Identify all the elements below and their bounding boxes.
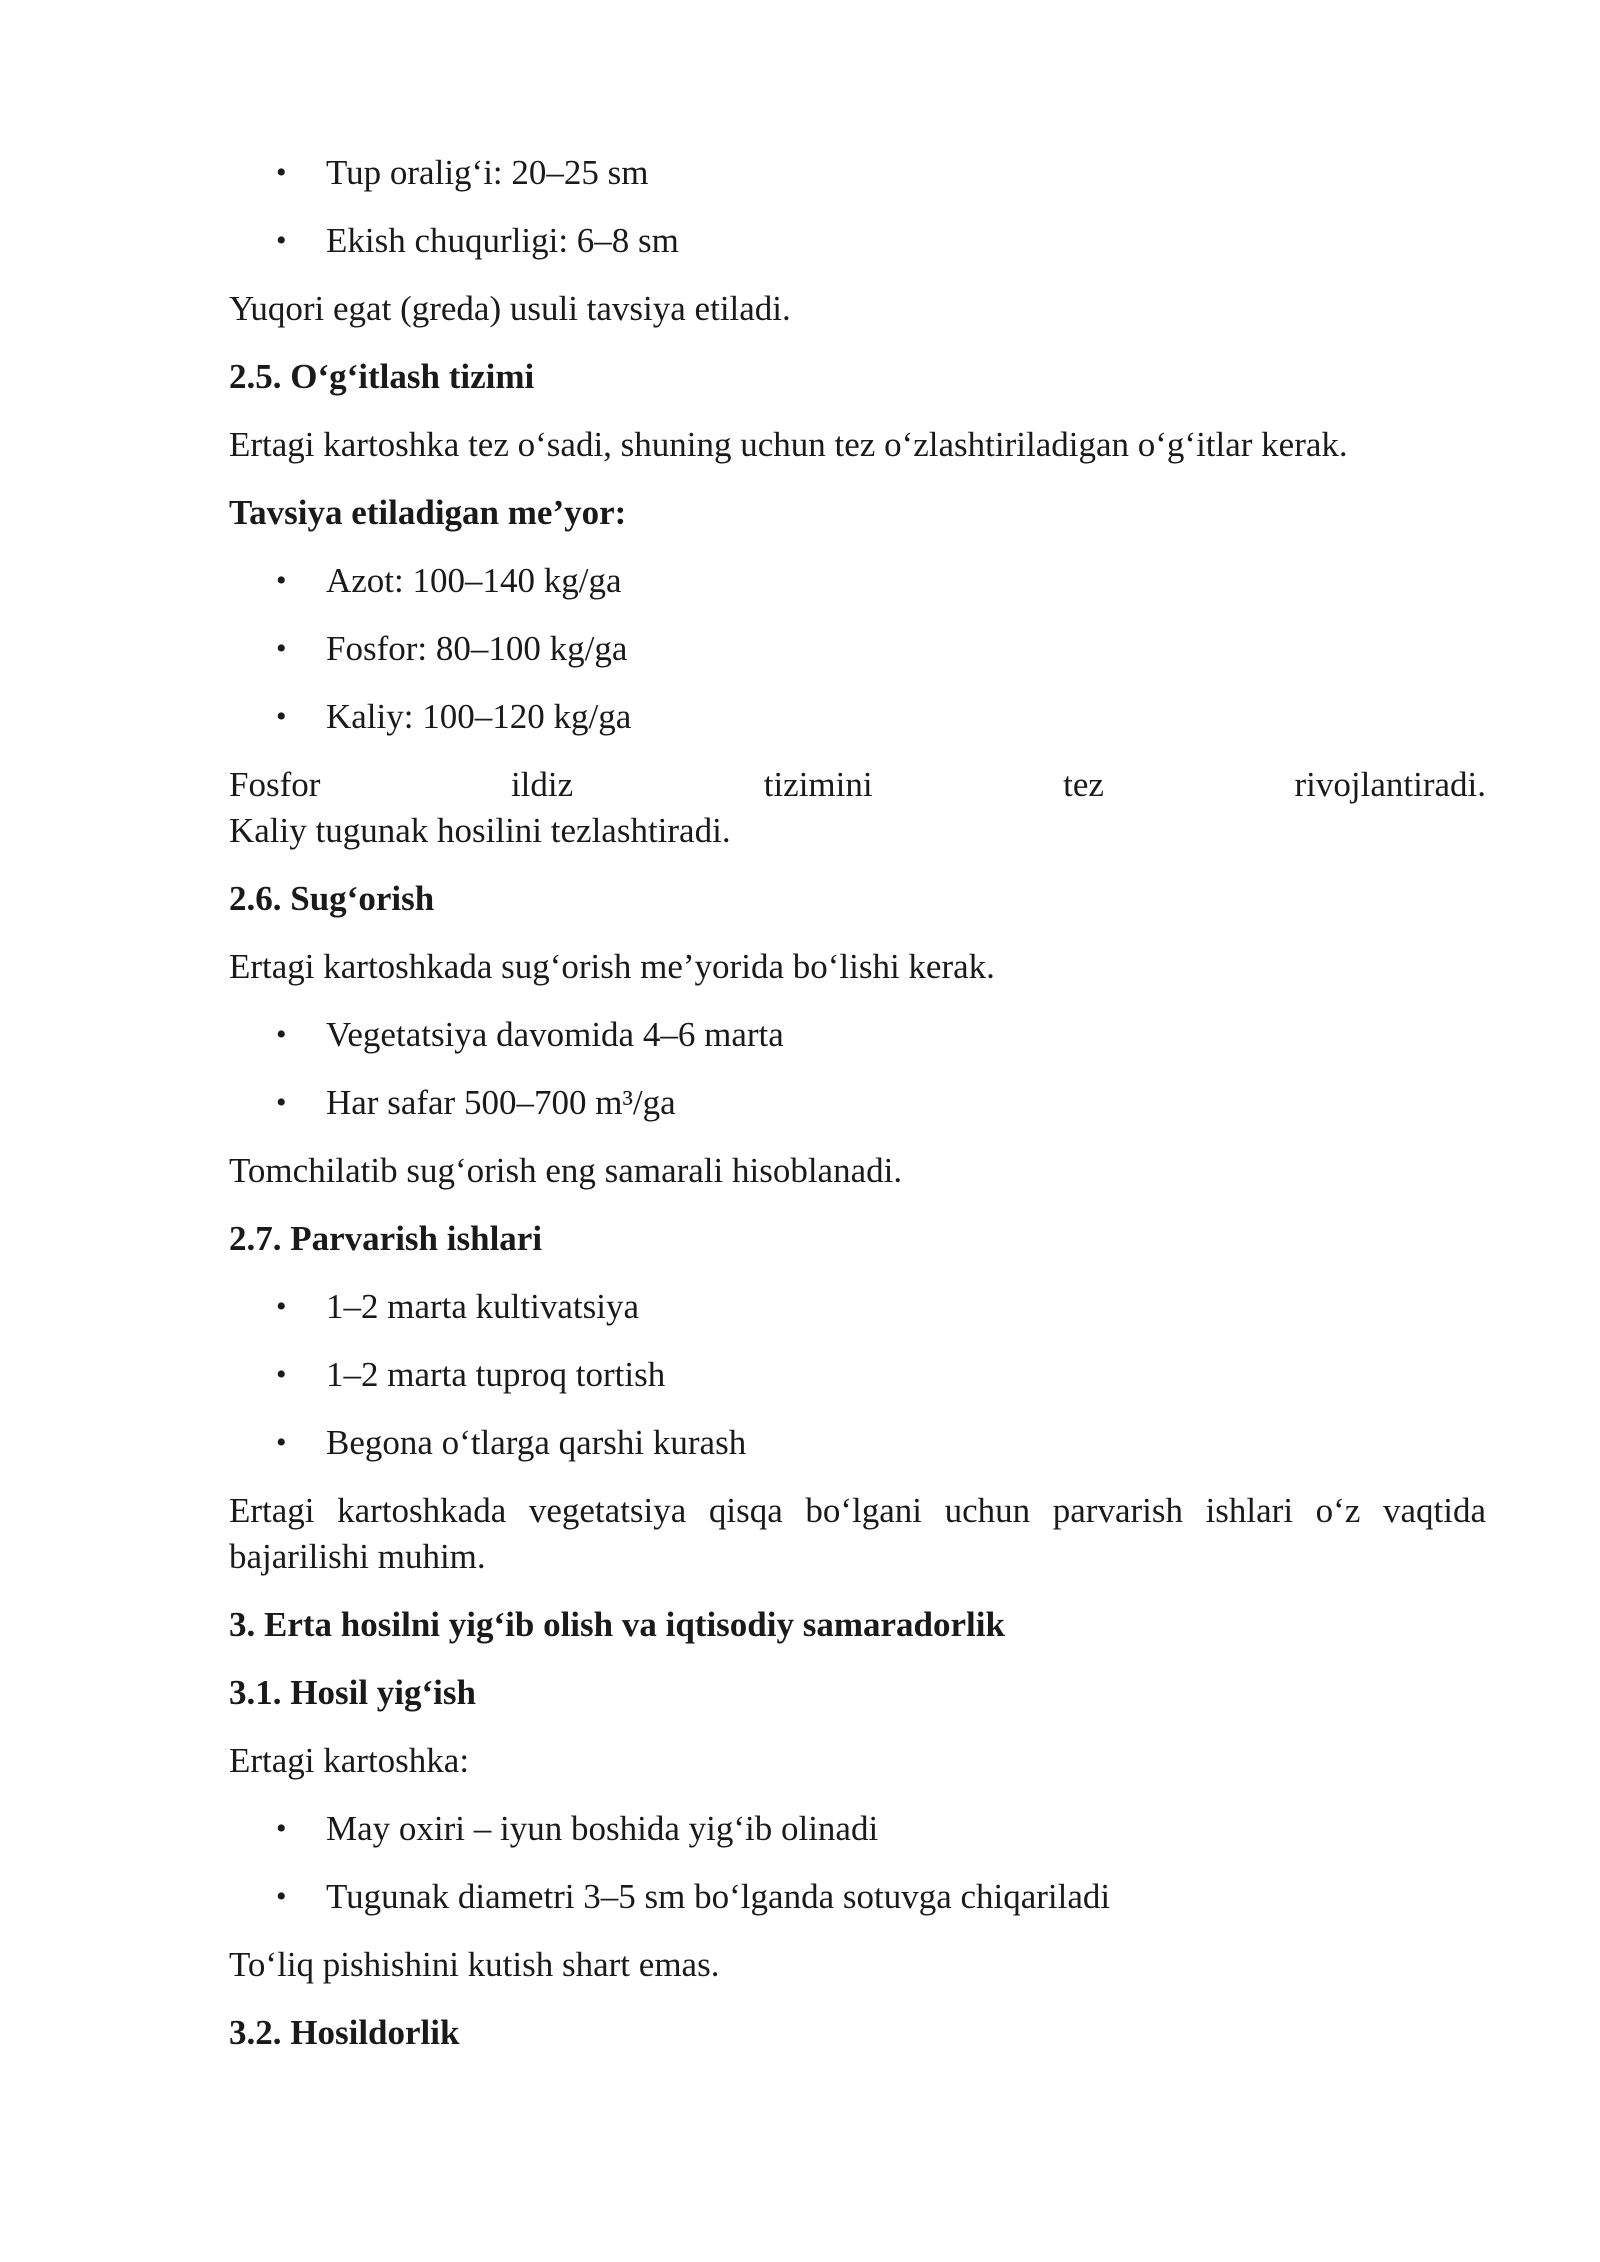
heading-norm: Tavsiya etiladigan me’yor: <box>229 493 627 532</box>
fertilizer-norm-list <box>229 558 1486 740</box>
list-item: • Ekish chuqurligi: 6–8 sm <box>229 218 1486 264</box>
list-item: • Azot: 100–140 kg/ga <box>229 558 1486 604</box>
bullet-icon: • <box>276 1018 287 1051</box>
bullet-icon: • <box>276 1358 287 1391</box>
bullet-icon: • <box>276 1086 287 1119</box>
paragraph-greda: Yuqori egat (greda) usuli tavsiya etiladi. <box>229 289 791 328</box>
list-item: • Fosfor: 80–100 kg/ga <box>229 626 1486 672</box>
bullet-icon: • <box>276 1426 287 1459</box>
list-item: • Tugunak diametri 3–5 sm bo‘lganda sotuvga chiqariladi <box>229 1874 1486 1920</box>
list-item: • 1–2 marta kultivatsiya <box>229 1284 1486 1330</box>
paragraph-2-7: Ertagi kartoshkada vegetatsiya qisqa bo‘lgani uchun parvarish ishlari o‘z vaqtida bajarilishi muhim. <box>229 1491 1486 1576</box>
paragraph-ripening: To‘liq pishishini kutish shart emas. <box>229 1945 720 1984</box>
harvest-list <box>229 1806 1486 1920</box>
bullet-icon: • <box>276 564 287 597</box>
heading-2-7: 2.7. Parvarish ishlari <box>229 1219 543 1258</box>
heading-2-6: 2.6. Sug‘orish <box>229 879 435 918</box>
paragraph-3-1: Ertagi kartoshka: <box>229 1741 470 1780</box>
bullet-icon: • <box>276 224 287 257</box>
bullet-icon: • <box>276 1812 287 1845</box>
paragraph-line: Fosfor ildiz tizimini tez rivojlantiradi. <box>229 765 1486 804</box>
list-item: • Begona o‘tlarga qarshi kurash <box>229 1420 1486 1466</box>
bullet-icon: • <box>276 1880 287 1913</box>
paragraph-2-5: Ertagi kartoshka tez o‘sadi, shuning uchun tez o‘zlashtiriladigan o‘g‘itlar kerak. <box>229 425 1348 464</box>
care-work-list <box>229 1284 1486 1466</box>
paragraph-line: Kaliy tugunak hosilini tezlashtiradi. <box>229 811 731 850</box>
list-item: • Tup oralig‘i: 20–25 sm <box>229 150 1486 196</box>
planting-parameters-list <box>229 150 1486 264</box>
heading-3-1: 3.1. Hosil yig‘ish <box>229 1673 476 1712</box>
heading-3-2: 3.2. Hosildorlik <box>229 2013 460 2052</box>
bullet-icon: • <box>276 632 287 665</box>
bullet-icon: • <box>276 700 287 733</box>
list-item: • 1–2 marta tuproq tortish <box>229 1352 1486 1398</box>
bullet-icon: • <box>276 156 287 189</box>
heading-2-5: 2.5. O‘g‘itlash tizimi <box>229 357 535 396</box>
list-item: • Har safar 500–700 m³/ga <box>229 1080 1486 1126</box>
list-item: • May oxiri – iyun boshida yig‘ib olinadi <box>229 1806 1486 1852</box>
list-item: • Vegetatsiya davomida 4–6 marta <box>229 1012 1486 1058</box>
bullet-icon: • <box>276 1290 287 1323</box>
list-item: • Kaliy: 100–120 kg/ga <box>229 694 1486 740</box>
paragraph-2-6: Ertagi kartoshkada sug‘orish me’yorida bo‘lishi kerak. <box>229 947 995 986</box>
paragraph-drip: Tomchilatib sug‘orish eng samarali hisoblanadi. <box>229 1151 903 1190</box>
irrigation-list <box>229 1012 1486 1126</box>
paragraph-fosfor-kaliy <box>229 762 1486 854</box>
document-page <box>229 150 1486 2078</box>
heading-3: 3. Erta hosilni yig‘ib olish va iqtisodiy samaradorlik <box>229 1605 1005 1644</box>
